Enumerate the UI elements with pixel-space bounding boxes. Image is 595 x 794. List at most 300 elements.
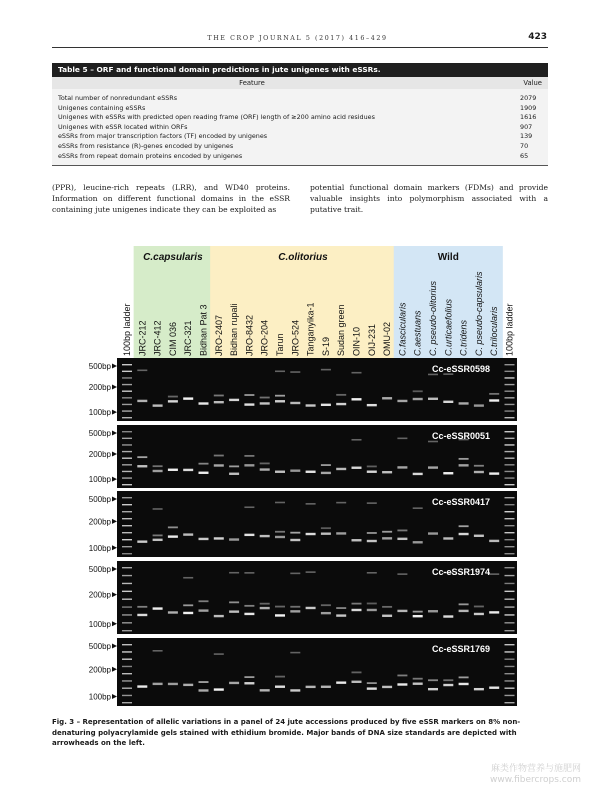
ladder-band [122, 599, 132, 600]
ladder-band [122, 377, 132, 378]
arrowhead-icon [112, 364, 117, 369]
table-row [52, 142, 548, 152]
ladder-band [505, 384, 515, 385]
ladder-band [505, 644, 515, 645]
ladder-band [505, 451, 515, 452]
marker-label: Cc-eSSR1974 [431, 567, 490, 577]
lane-label: JRO-524 [290, 319, 301, 356]
lane-label: JRO-2407 [213, 314, 224, 356]
sample-band [428, 679, 438, 681]
sample-band [183, 533, 193, 535]
ladder-band [505, 575, 515, 576]
value-cell: 1616 [520, 113, 537, 122]
sample-band [199, 472, 209, 474]
sample-band [459, 676, 469, 678]
size-label: 100bp [88, 619, 111, 629]
sample-band [321, 532, 331, 534]
sample-band [459, 603, 469, 605]
ladder-band [122, 591, 132, 592]
sample-band [137, 606, 147, 608]
sample-band [474, 613, 484, 615]
lane-label: S-19 [320, 336, 331, 356]
sample-band [214, 537, 224, 539]
sample-band [382, 531, 392, 533]
sample-band [397, 573, 407, 575]
sample-band [275, 606, 285, 608]
ladder-band [505, 484, 515, 485]
sample-band [290, 469, 300, 471]
sample-band [290, 539, 300, 541]
sample-band [260, 397, 270, 399]
sample-band [489, 399, 499, 401]
ladder-band [122, 695, 132, 696]
feature-cell: Unigenes with eSSR located within ORFs [58, 122, 188, 131]
sample-band [336, 532, 346, 534]
sample-band [367, 572, 377, 574]
ladder-band [122, 622, 132, 623]
sample-band [306, 471, 316, 473]
lane-label: C. pseudo-capsularis [473, 271, 484, 356]
ladder-band [122, 371, 132, 372]
sample-band [244, 605, 254, 607]
sample-band [168, 396, 178, 398]
size-label: 100bp [88, 692, 111, 702]
sample-band [459, 458, 469, 460]
arrowhead-icon [112, 644, 117, 649]
sample-band [352, 398, 362, 400]
lane-label: C.urticaefolius [443, 298, 454, 356]
sample-band [443, 537, 453, 539]
sample-band [489, 573, 499, 575]
table-5 [52, 63, 548, 166]
sample-band [474, 465, 484, 467]
sample-band [275, 614, 285, 616]
sample-band [459, 610, 469, 612]
ladder-band [122, 702, 132, 703]
ladder-band [122, 546, 132, 547]
sample-band [428, 532, 438, 534]
arrowhead-icon [112, 667, 117, 672]
table-row [52, 132, 548, 142]
feature-cell: eSSRs from repeat domain proteins encoded by unigenes [58, 151, 243, 160]
sample-band [336, 502, 346, 504]
ladder-band [505, 614, 515, 615]
lane-label: JRC-412 [152, 320, 163, 356]
sample-band [397, 530, 407, 532]
sample-band [199, 600, 209, 602]
sample-band [459, 533, 469, 535]
lane-label: CIM 036 [167, 321, 178, 356]
sample-band [474, 688, 484, 690]
arrowhead-icon [112, 410, 117, 415]
sample-band [290, 573, 300, 575]
sample-band [321, 369, 331, 371]
ladder-band [505, 666, 515, 667]
ladder-band [122, 464, 132, 465]
ladder-band [122, 397, 132, 398]
sample-band [183, 684, 193, 686]
ladder-band [122, 410, 132, 411]
ladder-band [122, 630, 132, 631]
running-head: THE CROP JOURNAL 5 (2017) 416–429 [207, 35, 388, 42]
ladder-band [122, 391, 132, 392]
sample-band [352, 467, 362, 469]
ladder-band [505, 371, 515, 372]
sample-band [229, 399, 239, 401]
watermark-line-2: www.fibercrops.com [490, 775, 581, 785]
sample-band [489, 686, 499, 688]
sample-band [275, 471, 285, 473]
ladder-band [505, 539, 515, 540]
sample-band [382, 606, 392, 608]
ladder-band [505, 606, 515, 607]
sample-band [275, 395, 285, 397]
sample-band [275, 685, 285, 687]
marker-label: Cc-eSSR1769 [431, 644, 490, 654]
sample-band [474, 606, 484, 608]
sample-band [214, 401, 224, 403]
ladder-band [122, 518, 132, 519]
sample-band [459, 525, 469, 527]
feature-cell: Unigenes with eSSRs with predicted open reading frame (ORF) length of ≥200 amino acid residues [58, 113, 375, 122]
sample-band [153, 539, 163, 541]
size-label: 500bp [88, 642, 111, 651]
sample-band [306, 607, 316, 609]
feature-cell: eSSRs from resistance (R)-genes encoded by unigenes [58, 141, 234, 150]
table-row [52, 94, 548, 104]
sample-band [260, 689, 270, 691]
ladder-band [505, 525, 515, 526]
size-label: 200bp [88, 590, 111, 600]
arrowhead-icon [112, 431, 117, 436]
ladder-band [505, 504, 515, 505]
lane-label: C. pseudo-olitorius [428, 280, 438, 356]
ladder-band [505, 377, 515, 378]
feature-cell: Unigenes containing eSSRs [58, 103, 146, 112]
sample-band [275, 536, 285, 538]
value-cell: 2079 [520, 94, 537, 102]
sample-band [183, 577, 193, 579]
sample-band [459, 464, 469, 466]
ladder-band [505, 651, 515, 652]
sample-band [367, 532, 377, 534]
ladder-band [505, 553, 515, 554]
sample-band [474, 404, 484, 406]
arrowhead-icon [112, 567, 117, 572]
sample-band [397, 538, 407, 540]
ladder-band [122, 417, 132, 418]
ladder-band [505, 404, 515, 405]
lane-label: Tarun [275, 333, 285, 356]
sample-band [153, 404, 163, 406]
lane-label: 100bp ladder [122, 303, 132, 356]
sample-band [137, 540, 147, 542]
ladder-band [505, 591, 515, 592]
sample-band [153, 535, 163, 537]
ladder-band [505, 511, 515, 512]
ladder-band [505, 702, 515, 703]
sample-band [199, 681, 209, 683]
ladder-band [505, 431, 515, 432]
group-label: C.capsularis [143, 252, 203, 263]
sample-band [413, 398, 423, 400]
ladder-band [122, 532, 132, 533]
sample-band [260, 402, 270, 404]
size-label: 200bp [88, 449, 111, 459]
sample-band [199, 689, 209, 691]
ladder-band [122, 680, 132, 681]
sample-band [367, 502, 377, 504]
ladder-band [122, 384, 132, 385]
ladder-band [122, 458, 132, 459]
sample-band [290, 402, 300, 404]
sample-band [367, 603, 377, 605]
sample-band [367, 687, 377, 689]
sample-band [352, 609, 362, 611]
sample-band [352, 681, 362, 683]
sample-band [260, 607, 270, 609]
sample-band [459, 402, 469, 404]
sample-band [336, 614, 346, 616]
ladder-band [505, 471, 515, 472]
sample-band [321, 612, 331, 614]
arrowhead-icon [112, 545, 117, 550]
ladder-band [122, 651, 132, 652]
ladder-band [505, 458, 515, 459]
sample-band [382, 397, 392, 399]
ladder-band [505, 364, 515, 365]
sample-band [260, 463, 270, 465]
sample-band [244, 455, 254, 457]
arrowhead-icon [112, 621, 117, 626]
ladder-band [505, 391, 515, 392]
sample-band [336, 403, 346, 405]
lane-label: Sudan green [336, 304, 347, 356]
watermark-line-1: 麻类作物营养与施肥网 [490, 764, 581, 774]
sample-band [244, 506, 254, 508]
sample-band [275, 400, 285, 402]
ladder-band [122, 525, 132, 526]
ladder-band [122, 567, 132, 568]
ladder-band [505, 673, 515, 674]
lane-label: C.fascicularis [397, 302, 408, 356]
sample-band [183, 604, 193, 606]
value-cell: 1909 [520, 103, 537, 112]
ladder-band [122, 583, 132, 584]
sample-band [397, 610, 407, 612]
sample-band [137, 456, 147, 458]
size-label: 200bp [88, 382, 111, 392]
sample-band [229, 538, 239, 540]
sample-band [413, 541, 423, 543]
sample-band [367, 466, 377, 468]
sample-band [183, 612, 193, 614]
sample-band [367, 404, 377, 406]
sample-band [229, 682, 239, 684]
ladder-band [505, 583, 515, 584]
lane-label: C.tridens [458, 319, 469, 356]
feature-cell: Total number of nonredundant eSSRs [58, 94, 178, 102]
ladder-band [122, 364, 132, 365]
sample-band [183, 397, 193, 399]
sample-band [321, 464, 331, 466]
sample-band [229, 572, 239, 574]
ladder-band [122, 451, 132, 452]
sample-band [244, 394, 254, 396]
lane-label: 100bp ladder [504, 303, 515, 356]
lane-label: Bidhan rupali [229, 303, 240, 356]
sample-band [306, 404, 316, 406]
sample-band [336, 607, 346, 609]
sample-band [413, 683, 423, 685]
watermark [490, 764, 581, 786]
sample-band [336, 394, 346, 396]
ladder-band [505, 546, 515, 547]
sample-band [214, 455, 224, 457]
sample-band [428, 398, 438, 400]
ladder-band [122, 504, 132, 505]
marker-label: Cc-eSSR0598 [431, 364, 490, 374]
arrowhead-icon [112, 519, 117, 524]
sample-band [229, 465, 239, 467]
ladder-band [122, 575, 132, 576]
sample-band [352, 671, 362, 673]
sample-band [397, 675, 407, 677]
marker-label: Cc-eSSR0417 [431, 497, 490, 507]
arrowhead-icon [112, 384, 117, 389]
sample-band [290, 371, 300, 373]
sample-band [275, 502, 285, 504]
ladder-band [122, 606, 132, 607]
marker-label: Cc-eSSR0051 [431, 431, 490, 441]
sample-band [352, 603, 362, 605]
value-cell: 70 [520, 141, 529, 150]
lane-label: JRC-212 [137, 320, 148, 356]
sample-band [382, 537, 392, 539]
sample-band [168, 469, 178, 471]
sample-band [321, 604, 331, 606]
ladder-band [505, 695, 515, 696]
group-label: Wild [437, 252, 459, 263]
column-header-feature: Feature [239, 79, 265, 87]
sample-band [168, 683, 178, 685]
sample-band [321, 686, 331, 688]
value-cell: 139 [520, 132, 533, 141]
lane-label: C.trilocularis [489, 306, 500, 356]
figure-caption: Fig. 3 – Representation of allelic variations in a panel of 24 jute accessions produced by five eSSR markers on 8% non-denaturing polyacrylamide gels stained with ethidium bromide. Major bands of DNA size standards are depicted with arrowheads on the left. [52, 718, 521, 747]
sample-band [443, 684, 453, 686]
sample-band [229, 473, 239, 475]
sample-band [443, 401, 453, 403]
sample-band [413, 611, 423, 613]
ladder-band [122, 644, 132, 645]
ladder-band [122, 484, 132, 485]
sample-band [275, 676, 285, 678]
ladder-band [505, 622, 515, 623]
lane-label: OIJ-231 [366, 323, 377, 356]
value-cell: 65 [520, 151, 529, 160]
sample-band [367, 609, 377, 611]
sample-band [275, 370, 285, 372]
sample-band [153, 508, 163, 510]
sample-band [199, 609, 209, 611]
sample-band [306, 503, 316, 505]
sample-band [352, 372, 362, 374]
ladder-band [122, 673, 132, 674]
sample-band [153, 650, 163, 652]
sample-band [428, 688, 438, 690]
sample-band [214, 688, 224, 690]
size-label: 200bp [88, 517, 111, 527]
sample-band [306, 571, 316, 573]
sample-band [153, 607, 163, 609]
sample-band [199, 463, 209, 465]
sample-band [489, 472, 499, 474]
sample-band [443, 615, 453, 617]
sample-band [244, 534, 254, 536]
sample-band [244, 613, 254, 615]
sample-band [137, 370, 147, 372]
ladder-band [505, 464, 515, 465]
sample-band [336, 681, 346, 683]
ladder-band [505, 599, 515, 600]
sample-band [413, 615, 423, 617]
lane-label: OMU-02 [382, 321, 393, 356]
sample-band [367, 682, 377, 684]
sample-band [137, 400, 147, 402]
table-row [52, 123, 548, 133]
ladder-band [505, 518, 515, 519]
ladder-band [122, 444, 132, 445]
table-body [52, 89, 548, 166]
table-row [52, 152, 548, 162]
sample-band [275, 531, 285, 533]
ladder-band [122, 614, 132, 615]
arrowhead-icon [112, 477, 117, 482]
ladder-band [122, 438, 132, 439]
sample-band [489, 540, 499, 542]
feature-cell: eSSRs from major transcription factors (TF) encoded by unigenes [58, 132, 268, 141]
sample-band [214, 464, 224, 466]
sample-band [397, 683, 407, 685]
sample-band [352, 539, 362, 541]
sample-band [137, 465, 147, 467]
ladder-band [122, 404, 132, 405]
ladder-band [505, 630, 515, 631]
ladder-band [122, 539, 132, 540]
page-number: 423 [528, 32, 547, 42]
sample-band [168, 611, 178, 613]
size-label: 500bp [88, 495, 111, 504]
sample-band [382, 471, 392, 473]
ladder-band [505, 438, 515, 439]
size-label: 500bp [88, 429, 111, 438]
sample-band [443, 679, 453, 681]
ladder-band [505, 397, 515, 398]
ladder-band [122, 431, 132, 432]
ladder-band [122, 659, 132, 660]
sample-band [214, 395, 224, 397]
sample-band [244, 464, 254, 466]
sample-band [290, 606, 300, 608]
ladder-band [122, 666, 132, 667]
ladder-band [505, 680, 515, 681]
lane-label: JRC-321 [183, 320, 194, 356]
sample-band [443, 472, 453, 474]
ladder-band [505, 532, 515, 533]
sample-band [260, 603, 270, 605]
table-caption: Table 5 – ORF and functional domain predictions in jute unigenes with eSSRs. [52, 63, 548, 77]
